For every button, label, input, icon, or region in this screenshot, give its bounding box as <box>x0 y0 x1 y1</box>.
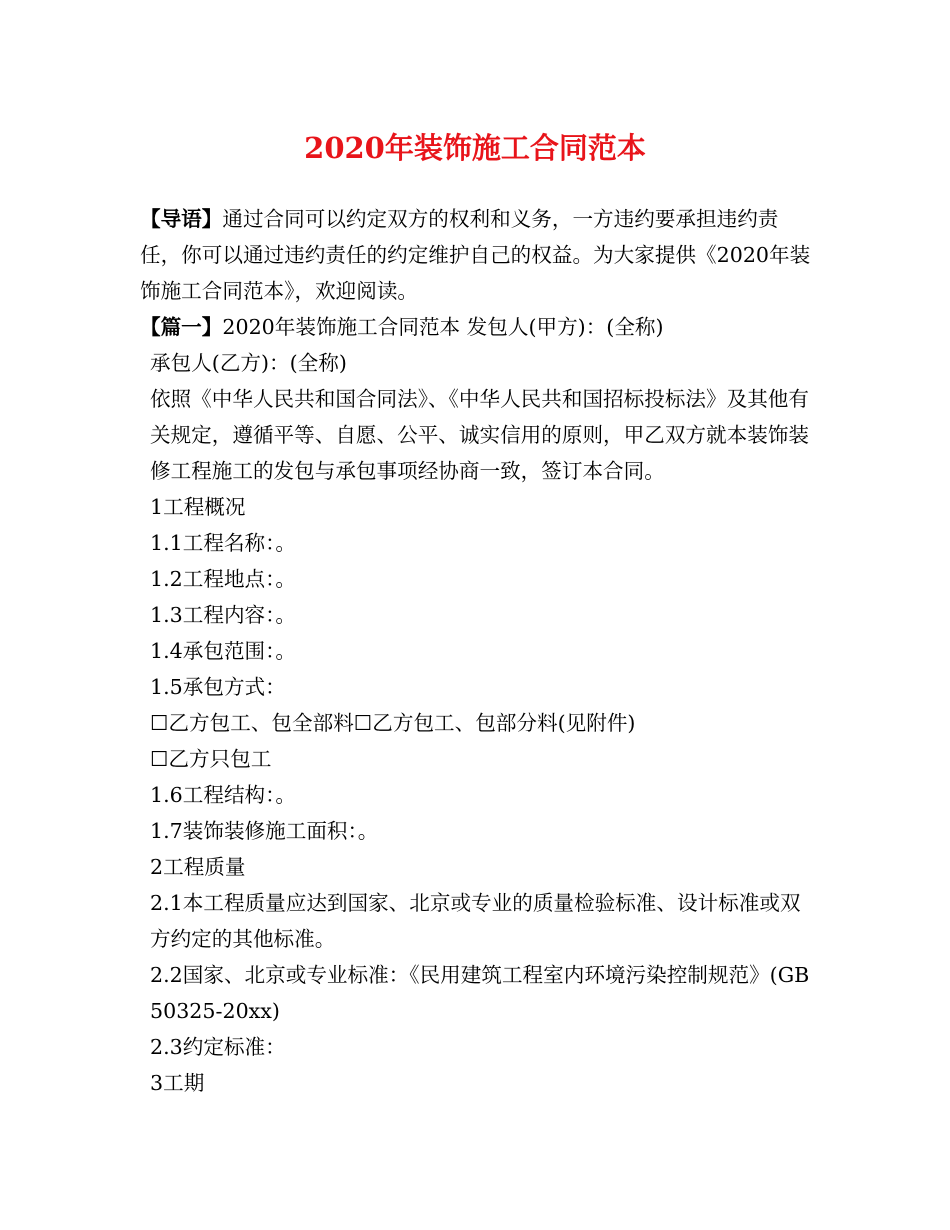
contractor-line: 承包人(乙方)：(全称) <box>150 351 347 375</box>
section1-heading <box>140 309 814 345</box>
clause-2-1: 2.1本工程质量应达到国家、北京或专业的质量检验标准、设计标准或双方约定的其他标准。 <box>150 891 801 951</box>
document-title: 2020年装饰施工合同范本 <box>304 131 646 165</box>
intro-text: 通过合同可以约定双方的权利和义务，一方违约要承担违约责任，你可以通过违约责任的约定维护自己的权益。为大家提供《2020年装饰施工合同范本》，欢迎阅读。 <box>140 207 811 303</box>
document-body <box>140 201 814 1101</box>
contract-mode-options-1: ☐乙方包工、包全部料☐乙方包工、包部分料(见附件) <box>150 711 636 735</box>
intro-prefix: 【导语】 <box>140 207 223 231</box>
clause-1-7: 1.7装饰装修施工面积：。 <box>150 819 379 843</box>
clause-1-4: 1.4承包范围：。 <box>150 639 297 663</box>
clause-1-6: 1.6工程结构：。 <box>150 783 297 807</box>
clause-1-2: 1.2工程地点：。 <box>150 567 297 591</box>
basis-paragraph: 依照《中华人民共和国合同法》、《中华人民共和国招标投标法》及其他有关规定，遵循平等、自愿、公平、诚实信用的原则，甲乙双方就本装饰装修工程施工的发包与承包事项经协商一致，签订本合同。 <box>150 387 809 483</box>
clause-1-3: 1.3工程内容：。 <box>150 603 297 627</box>
clause-1-1: 1.1工程名称：。 <box>150 531 297 555</box>
section-heading-quality: 2工程质量 <box>150 855 246 879</box>
section1-text: 2020年装饰施工合同范本 发包人(甲方)：(全称) <box>222 315 664 339</box>
section-heading-project-overview: 1工程概况 <box>150 495 246 519</box>
section1-prefix: 【篇一】 <box>140 315 223 339</box>
intro-paragraph <box>140 201 814 309</box>
clause-1-5: 1.5承包方式： <box>150 675 286 699</box>
contract-mode-options-2: ☐乙方只包工 <box>150 747 272 771</box>
section-heading-schedule: 3工期 <box>150 1071 205 1095</box>
clause-2-2: 2.2国家、北京或专业标准：《民用建筑工程室内环境污染控制规范》(GB50325-20xx) <box>150 963 810 1023</box>
clause-2-3: 2.3约定标准： <box>150 1035 286 1059</box>
